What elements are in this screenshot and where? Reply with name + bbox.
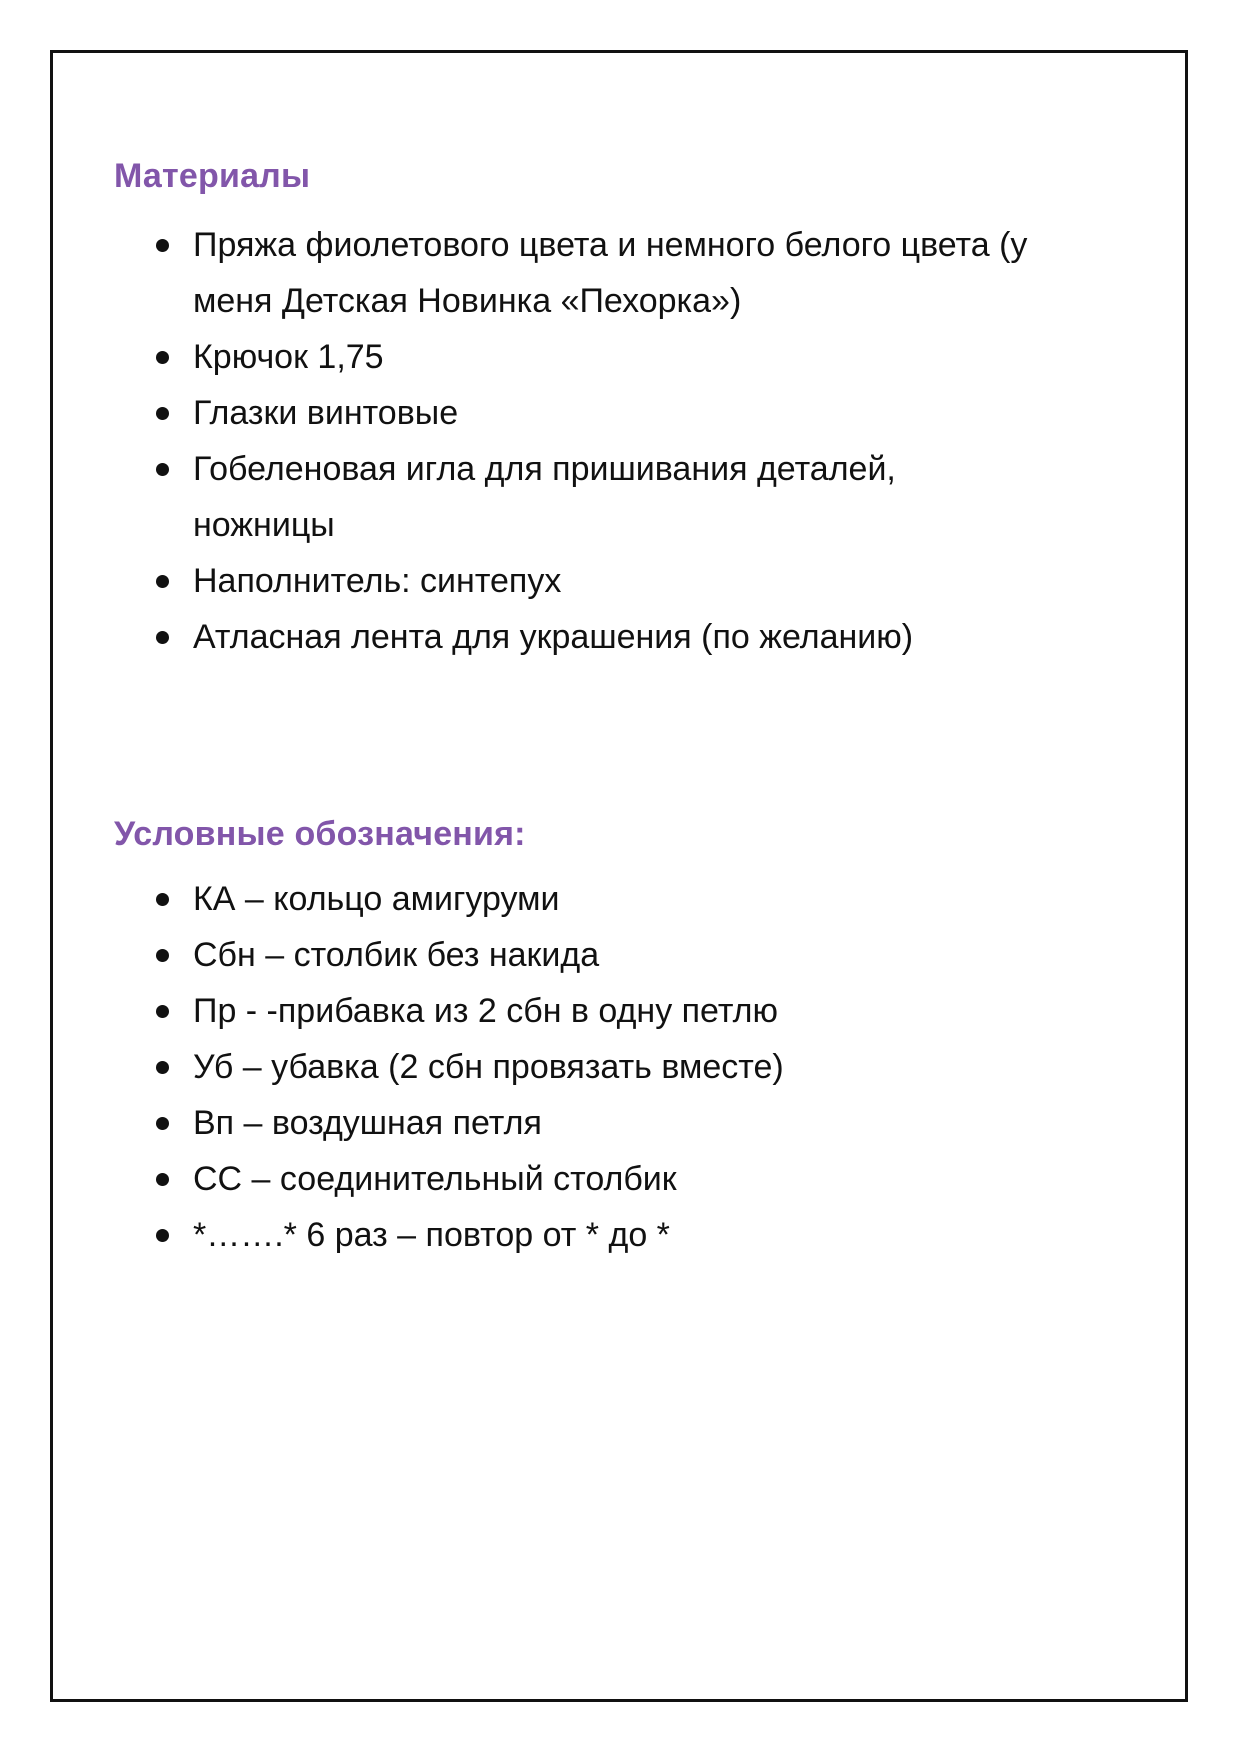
list-item-text: Вп – воздушная петля [193, 1104, 542, 1142]
legend-item-ss [156, 1151, 1156, 1207]
materials-item-eyes [156, 385, 1156, 441]
materials-item-hook [156, 329, 1156, 385]
legend-list [156, 871, 1156, 1263]
bullet-icon [156, 1005, 169, 1018]
bullet-icon [156, 407, 169, 420]
bullet-icon [156, 631, 169, 644]
legend-item-pr [156, 983, 1156, 1039]
list-item-text: Крючок 1,75 [193, 338, 384, 376]
legend-item-vp [156, 1095, 1156, 1151]
materials-item-yarn [156, 217, 1093, 329]
materials-item-ribbon [156, 609, 1156, 665]
materials-item-filler [156, 553, 1156, 609]
legend-item-repeat [156, 1207, 1156, 1263]
page-frame [50, 50, 1188, 1702]
list-item-text: Глазки винтовые [193, 394, 459, 432]
materials-item-needle [156, 441, 973, 553]
bullet-icon [156, 1117, 169, 1130]
list-item-text: Уб – убавка (2 сбн провязать вместе) [193, 1048, 784, 1086]
bullet-icon [156, 1229, 169, 1242]
bullet-icon [156, 239, 169, 252]
materials-list [156, 217, 1156, 665]
list-item-text: Пряжа фиолетового цвета и немного белого цвета (у меня Детская Новинка «Пехорка») [193, 226, 1028, 320]
legend-item-sbn [156, 927, 1156, 983]
list-item-text: Атласная лента для украшения (по желанию) [193, 618, 914, 656]
list-item-text: Гобеленовая игла для пришивания деталей, ножницы [193, 450, 896, 544]
bullet-icon [156, 1061, 169, 1074]
legend-item-ub [156, 1039, 1156, 1095]
list-item-text: КА – кольцо амигуруми [193, 880, 560, 918]
legend-heading: Условные обозначения: [114, 815, 526, 853]
bullet-icon [156, 893, 169, 906]
list-item-text: Сбн – столбик без накида [193, 936, 600, 974]
legend-item-ka [156, 871, 1156, 927]
bullet-icon [156, 949, 169, 962]
list-item-text: Наполнитель: синтепух [193, 562, 562, 600]
materials-heading: Материалы [114, 157, 311, 195]
list-item-text: Пр - -прибавка из 2 сбн в одну петлю [193, 992, 779, 1030]
list-item-text: СС – соединительный столбик [193, 1160, 677, 1198]
bullet-icon [156, 575, 169, 588]
bullet-icon [156, 351, 169, 364]
bullet-icon [156, 1173, 169, 1186]
list-item-text: *…….* 6 раз – повтор от * до * [193, 1216, 670, 1254]
bullet-icon [156, 463, 169, 476]
